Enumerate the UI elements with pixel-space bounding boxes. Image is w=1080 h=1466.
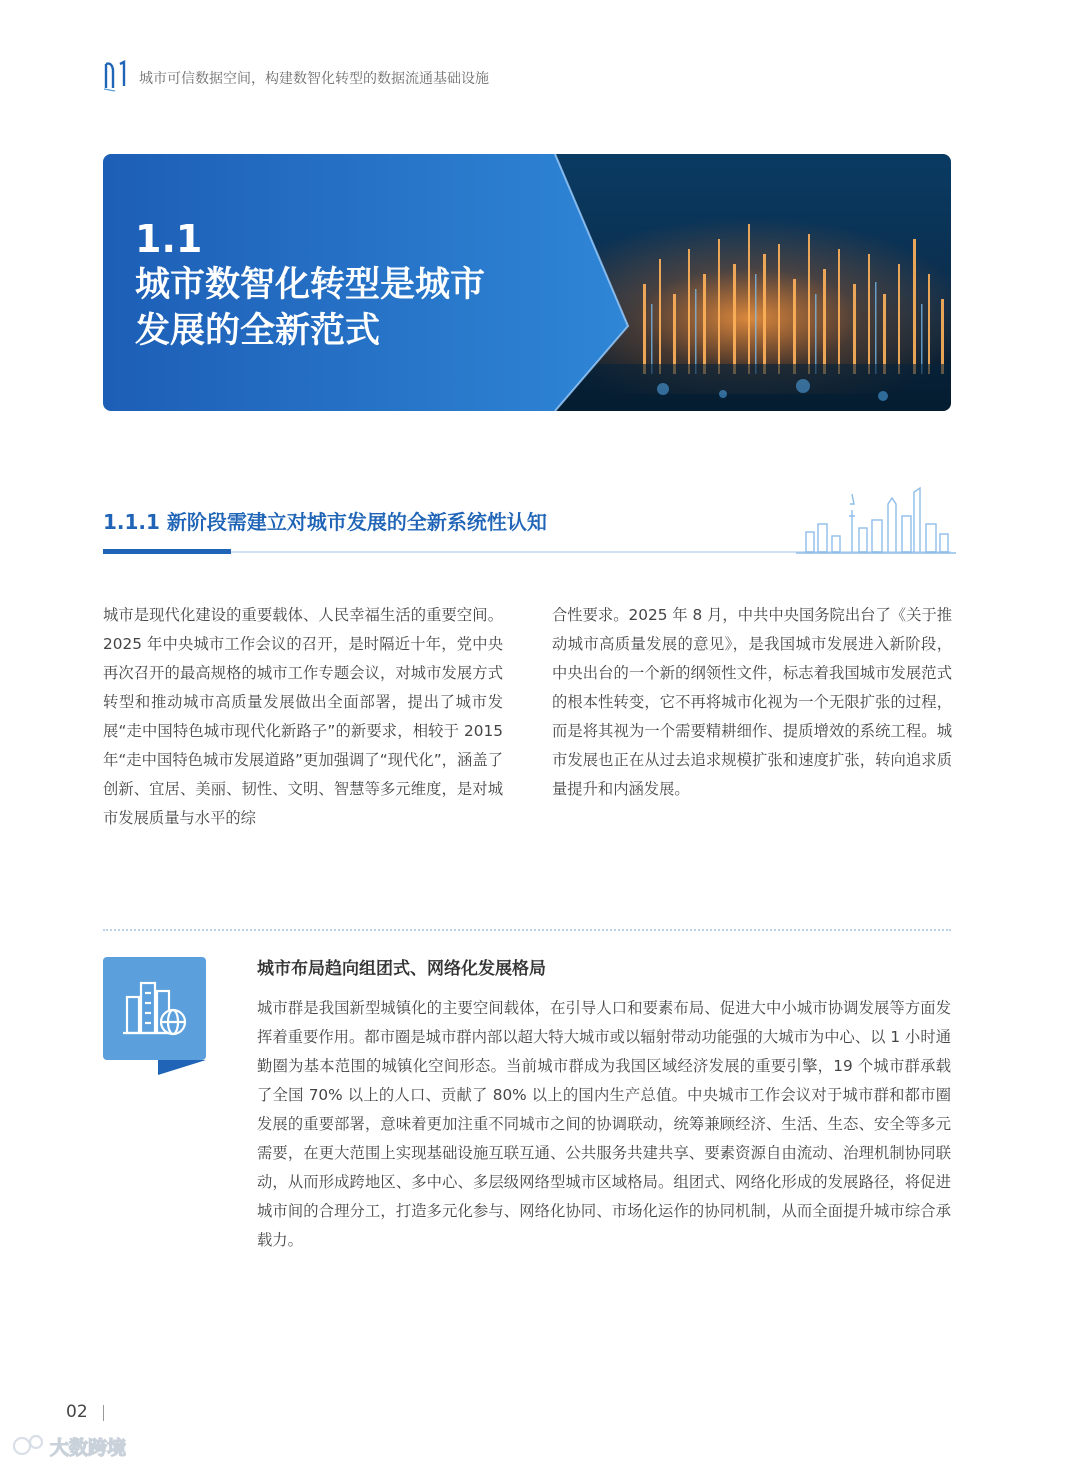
section-rule-accent bbox=[103, 549, 231, 554]
city-globe-icon bbox=[103, 957, 206, 1075]
section-title: 1.1.1 新阶段需建立对城市发展的全新系统性认知 bbox=[103, 510, 547, 534]
page-number: 02 bbox=[66, 1402, 88, 1422]
skyline-icon bbox=[796, 484, 956, 554]
callout-text: 城市群是我国新型城镇化的主要空间载体，在引导人口和要素布局、促进大中小城市协调发展等方面发挥着重要作用。都市圈是城市群内部以超大特大城市或以辐射带动功能强的大城市为中心、以 1 小时通勤圈为基本范围的城镇化空间形态。当前城市群成为我国区域经济发展的重要引擎，19 个城市群承载了全国 70% 以上的人口、贡献了 80% 以上的国内生产总值。中央城市工作会议对于城市群和都市圈发展的重要部署，意味着更加注重不同城市之间的协调联动，统筹兼顾经济、生活、生态、安全等多元需要，在更大范围上实现基础设施互联互通、公共服务共建共享、要素资源自由流动、治理机制协同联动，从而形成跨地区、多中心、多层级网络型城市区域格局。组团式、网络化形成的发展路径，将促进城市间的合理分工，打造多元化参与、网络化协同、市场化运作的协同机制，从而全面提升城市综合承载力。 bbox=[257, 999, 951, 1249]
svg-text:大数跨境: 大数跨境 bbox=[50, 1437, 127, 1459]
body-paragraph-right: 合性要求。2025 年 8 月，中共中央国务院出台了《关于推动城市高质量发展的意见》，是我国城市发展进入新阶段，中央出台的一个新的纲领性文件，标志着我国城市发展范式的根本性转变，它不再将城市化视为一个无限扩张的过程，而是将其视为一个需要精耕细作、提质增效的系统工程。城市发展也正在从过去追求规模扩张和速度扩张，转向追求质量提升和内涵发展。 bbox=[552, 606, 952, 798]
banner-title-line-1: 城市数智化转型是城市 bbox=[135, 265, 486, 305]
callout-title: 城市布局趋向组团式、网络化发展格局 bbox=[257, 959, 546, 979]
body-paragraph-left: 城市是现代化建设的重要载体、人民幸福生活的重要空间。2025 年中央城市工作会议的召开，是时隔近十年，党中央再次召开的最高规格的城市工作专题会议，对城市发展方式转型和推动城市高质量发展做出全面部署，提出了城市发展“走中国特色城市现代化新路子”的新要求，相较于 2015 年“走中国特色城市发展道路”更加强调了“现代化”，涵盖了创新、宜居、美丽、韧性、文明、智慧等多元维度，是对城市发展质量与水平的综 bbox=[103, 606, 503, 827]
watermark-logo bbox=[8, 1430, 158, 1462]
page-header bbox=[103, 58, 963, 94]
banner-title bbox=[135, 262, 535, 354]
banner-section-number: 1.1 bbox=[135, 217, 203, 261]
chapter-mark-icon bbox=[103, 58, 129, 92]
dotted-divider bbox=[103, 929, 951, 931]
banner-title-line-2: 发展的全新范式 bbox=[135, 311, 381, 351]
section-banner bbox=[103, 154, 951, 411]
page-number-bar bbox=[103, 1405, 104, 1421]
header-title: 城市可信数据空间，构建数智化转型的数据流通基础设施 bbox=[139, 71, 489, 87]
